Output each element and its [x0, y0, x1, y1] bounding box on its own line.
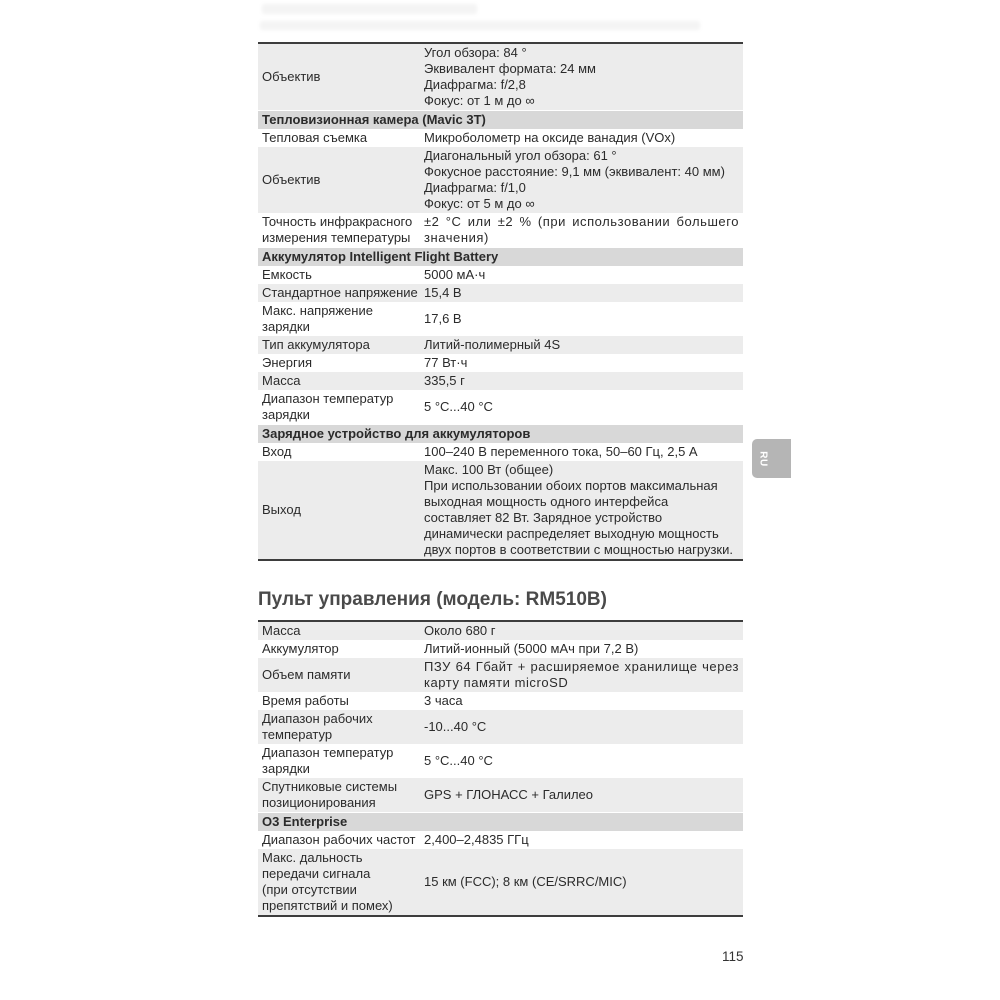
- spec-value-line: 77 Вт·ч: [424, 355, 468, 370]
- spec-label-text: Спутниковые системы позиционирования: [262, 779, 398, 810]
- page-number: 115: [722, 949, 744, 964]
- spec-table-aircraft: [258, 42, 743, 561]
- spec-value: [424, 710, 743, 744]
- table-row: [258, 849, 743, 915]
- spec-value-line: Фокус: от 5 м до ∞: [424, 196, 535, 211]
- section-title: Пульт управления (модель: RM510B): [258, 589, 607, 610]
- spec-value: [424, 744, 743, 778]
- spec-label: [258, 302, 424, 336]
- spec-value-line: 15 км (FCC); 8 км (CE/SRRC/MIC): [424, 874, 627, 889]
- spec-value: [424, 354, 743, 372]
- table-row: [258, 744, 743, 778]
- spec-label: [258, 213, 424, 247]
- table-row: [258, 443, 743, 461]
- spec-label: [258, 372, 424, 390]
- table-row: [258, 147, 743, 213]
- spec-label: [258, 266, 424, 284]
- spec-label-text: Диапазон рабочих частот: [262, 832, 416, 847]
- spec-value-line: Макс. 100 Вт (общее): [424, 462, 554, 477]
- spec-value-line: 3 часа: [424, 693, 463, 708]
- spec-value-line: 335,5 г: [424, 373, 465, 388]
- spec-label: [258, 390, 424, 424]
- spec-value-line: Литий-полимерный 4S: [424, 337, 561, 352]
- spec-label: [258, 692, 424, 710]
- spec-value-line: ПЗУ 64 Гбайт + расширяемое хранилище через карту памяти microSD: [424, 659, 739, 690]
- spec-value-line: 5000 мА·ч: [424, 267, 486, 282]
- spec-value: [424, 692, 743, 710]
- spec-label-text: Масса: [262, 623, 301, 638]
- spec-value-line: 17,6 В: [424, 311, 462, 326]
- spec-label-text: Диапазон рабочих температур: [262, 711, 373, 742]
- spec-value: [424, 461, 743, 559]
- spec-value: [424, 778, 743, 812]
- table-row: [258, 284, 743, 302]
- spec-label: [258, 622, 424, 640]
- spec-value: [424, 658, 743, 692]
- spec-value: [424, 640, 743, 658]
- spec-label-line: (при отсутствии препятствий и помех): [262, 882, 393, 913]
- table-row: [258, 266, 743, 284]
- spec-value-line: 5 °C...40 °C: [424, 399, 493, 414]
- table-row: [258, 372, 743, 390]
- spec-label-text: Вход: [262, 444, 292, 459]
- table-row: [258, 354, 743, 372]
- spec-label: [258, 710, 424, 744]
- spec-value-line: 15,4 В: [424, 285, 462, 300]
- table-row: [258, 390, 743, 424]
- spec-value-line: При использовании обоих портов максимальная выходная мощность одного интерфейса составляет 82 Вт. Зарядное устройство динамически распределяет выходную мощность двух портов в соответствии с мощностью нагрузки.: [424, 478, 733, 557]
- spec-label: [258, 849, 424, 915]
- spec-label-text: Тип аккумулятора: [262, 337, 370, 352]
- spec-label-text: Объектив: [262, 69, 321, 84]
- spec-label: [258, 831, 424, 849]
- ghost-text-artifact: [260, 21, 700, 30]
- spec-value: [424, 213, 743, 247]
- spec-label-text: Аккумулятор: [262, 641, 339, 656]
- table-row: [258, 336, 743, 354]
- spec-label-text: Стандартное напряжение: [262, 285, 418, 300]
- table-row: [258, 778, 743, 812]
- spec-value-line: Около 680 г: [424, 623, 496, 638]
- spec-label: [258, 778, 424, 812]
- spec-label-text: Макс. напряжение зарядки: [262, 303, 373, 334]
- spec-value: [424, 831, 743, 849]
- spec-label-text: Объем памяти: [262, 667, 351, 682]
- spec-value-line: Диафрагма: f/1,0: [424, 180, 526, 195]
- spec-value-line: Диафрагма: f/2,8: [424, 77, 526, 92]
- spec-value-line: Фокус: от 1 м до ∞: [424, 93, 535, 108]
- ghost-text-artifact: [262, 4, 477, 14]
- table-row: [258, 692, 743, 710]
- spec-label: [258, 44, 424, 110]
- spec-label: [258, 354, 424, 372]
- table-section-header: [258, 110, 743, 129]
- spec-label-line: Макс. дальность передачи сигнала: [262, 850, 371, 881]
- spec-value: [424, 44, 743, 110]
- section-header-text: Тепловизионная камера (Mavic 3T): [262, 112, 486, 127]
- spec-value: [424, 284, 743, 302]
- spec-label-text: Масса: [262, 373, 301, 388]
- spec-value-line: Угол обзора: 84 °: [424, 45, 527, 60]
- table-row: [258, 461, 743, 559]
- spec-label: [258, 336, 424, 354]
- table-row: [258, 129, 743, 147]
- spec-label: [258, 443, 424, 461]
- table-row: [258, 640, 743, 658]
- spec-label: [258, 129, 424, 147]
- spec-value: [424, 390, 743, 424]
- language-tab-label: RU: [757, 450, 769, 467]
- spec-value: [424, 129, 743, 147]
- table-section-header: [258, 812, 743, 831]
- spec-label-text: Точность инфракрасного измерения температуры: [262, 214, 413, 245]
- spec-label: [258, 147, 424, 213]
- table-section-header: [258, 424, 743, 443]
- spec-value-line: Микроболометр на оксиде ванадия (VOx): [424, 130, 676, 145]
- spec-label: [258, 744, 424, 778]
- spec-value-line: GPS + ГЛОНАСС + Галилео: [424, 787, 594, 802]
- spec-label-text: Объектив: [262, 172, 321, 187]
- spec-value: [424, 849, 743, 915]
- table-row: [258, 831, 743, 849]
- spec-value-line: 100–240 В переменного тока, 50–60 Гц, 2,5 А: [424, 444, 698, 459]
- spec-label-text: Диапазон температур зарядки: [262, 745, 394, 776]
- spec-value-line: ±2 °C или ±2 % (при использовании большего значения): [424, 214, 739, 245]
- table-row: [258, 710, 743, 744]
- table-section-header: [258, 247, 743, 266]
- spec-label-text: Выход: [262, 502, 301, 517]
- spec-value-line: 5 °C...40 °C: [424, 753, 493, 768]
- spec-label-text: Диапазон температур зарядки: [262, 391, 394, 422]
- section-header-text: O3 Enterprise: [262, 814, 348, 829]
- spec-value: [424, 372, 743, 390]
- table-row: [258, 658, 743, 692]
- spec-value: [424, 266, 743, 284]
- section-header-text: Зарядное устройство для аккумуляторов: [262, 426, 531, 441]
- document-content: [258, 42, 743, 917]
- language-tab-ru: [752, 439, 791, 478]
- spec-label: [258, 284, 424, 302]
- spec-value: [424, 622, 743, 640]
- spec-value: [424, 302, 743, 336]
- spec-label: [258, 640, 424, 658]
- spec-label-text: Тепловая съемка: [262, 130, 368, 145]
- spec-value-line: Диагональный угол обзора: 61 °: [424, 148, 617, 163]
- spec-value: [424, 443, 743, 461]
- table-row: [258, 44, 743, 110]
- spec-label-text: Энергия: [262, 355, 313, 370]
- spec-label-text: Емкость: [262, 267, 312, 282]
- table-row: [258, 622, 743, 640]
- spec-value-line: Эквивалент формата: 24 мм: [424, 61, 596, 76]
- spec-value-line: Литий-ионный (5000 мАч при 7,2 В): [424, 641, 639, 656]
- spec-value: [424, 147, 743, 213]
- table-row: [258, 213, 743, 247]
- spec-label: [258, 658, 424, 692]
- section-header-text: Аккумулятор Intelligent Flight Battery: [262, 249, 499, 264]
- spec-table-controller: [258, 620, 743, 917]
- spec-value-line: Фокусное расстояние: 9,1 мм (эквивалент: 40 мм): [424, 164, 725, 179]
- spec-value: [424, 336, 743, 354]
- spec-value-line: 2,400–2,4835 ГГц: [424, 832, 529, 847]
- spec-label: [258, 461, 424, 559]
- spec-value-line: -10...40 °C: [424, 719, 487, 734]
- spec-label-text: Время работы: [262, 693, 349, 708]
- table-row: [258, 302, 743, 336]
